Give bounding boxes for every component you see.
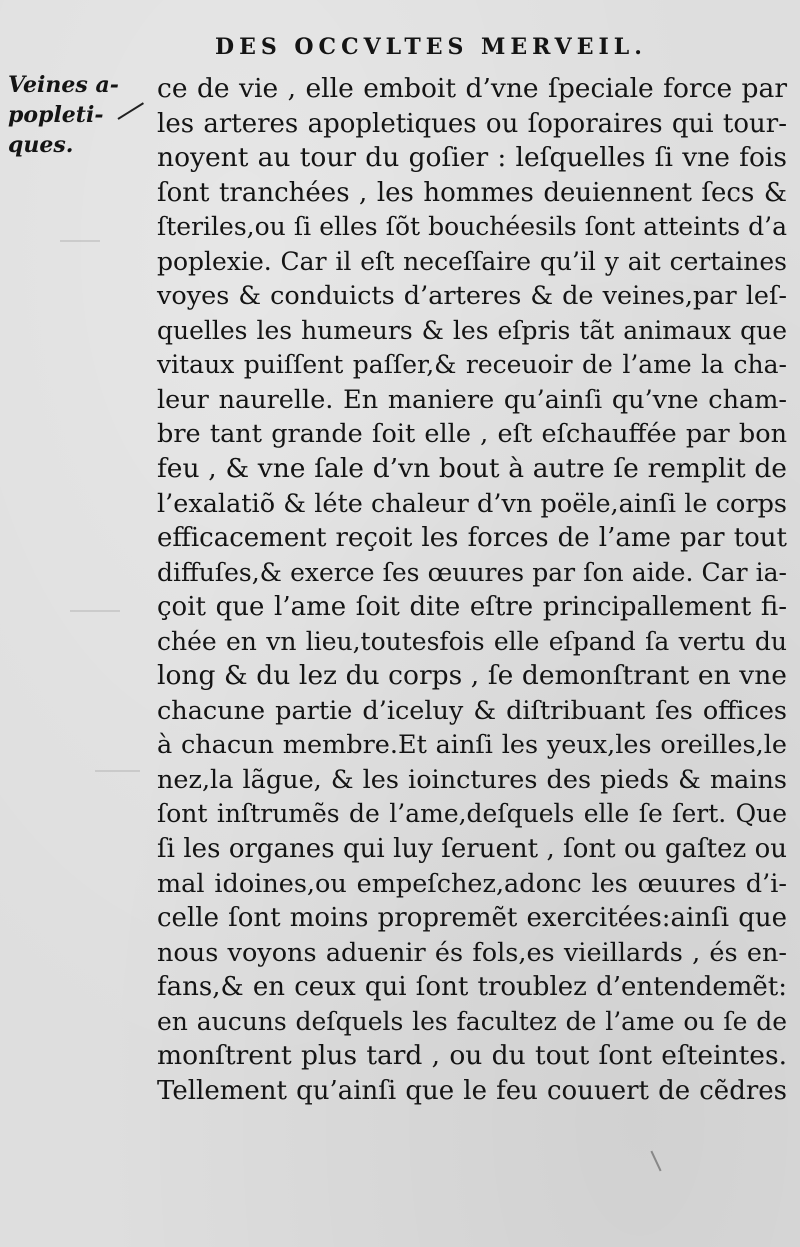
text-line: çoit que l’ame ſoit dite eſtre principallement fi- [157, 592, 787, 623]
text-line: efficacement reçoit les forces de l’ame par tout [157, 523, 787, 554]
text-line: mal idoines,ou empeſchez,adonc les œuures d’i- [157, 868, 787, 899]
text-line: noyent au tour du goſier : leſquelles ſi vne fois [157, 142, 787, 174]
text-line: long & du lez du corps , ſe demonſtrant en vne [157, 660, 787, 692]
text-line: quelles les humeurs & les eſpris tãt animaux que [157, 315, 787, 345]
text-line: ſi les organes qui luy ſeruent , ſont ou gaſtez ou [157, 834, 787, 865]
text-line: nous voyons aduenir és fols,es vieillards , és en- [157, 937, 787, 968]
text-line: bre tant grande ſoit elle , eſt eſchauffée par bon [157, 419, 787, 450]
running-head: DES OCCVLTES MERVEIL. [215, 34, 647, 60]
text-line: leur naurelle. En maniere qu’ainſi qu’vne cham- [157, 384, 787, 415]
text-line: à chacun membre.Et ainſi les yeux,les oreilles,le [157, 730, 787, 761]
margin-note-line: Veines a- [8, 72, 119, 98]
text-line: Tellement qu’ainſi que le feu couuert de cẽdres [157, 1075, 787, 1106]
body-text [157, 72, 787, 1108]
show-through-mark [70, 610, 120, 612]
text-line: celle ſont moins propremẽt exercitées:ainſi que [157, 903, 787, 934]
show-through-mark [60, 240, 100, 242]
text-line: voyes & conduicts d’arteres & de veines,par leſ- [157, 281, 787, 312]
text-line: nez,la lãgue, & les ioinctures des pieds & mains [157, 764, 787, 795]
text-line: chacune partie d’iceluy & diſtribuant ſes offices [157, 695, 787, 726]
margin-note [8, 70, 158, 160]
text-line: l’exalatiõ & léte chaleur d’vn poële,ainſi le corps [157, 488, 787, 519]
text-line: ſont inſtrumẽs de l’ame,deſquels elle ſe ſert. Que [157, 799, 787, 829]
text-line: diffuſes,& exerce ſes œuures par ſon aide. Car ia- [157, 557, 787, 587]
text-line: ſteriles,ou ſi elles ſõt bouchéesils ſont atteints d’a [157, 212, 787, 242]
stray-mark [650, 1151, 661, 1172]
text-line: monſtrent plus tard , ou du tout ſont eſteintes. [157, 1040, 787, 1072]
text-line: ſont tranchées , les hommes deuiennent ſecs & [157, 177, 787, 208]
text-line: feu , & vne ſale d’vn bout à autre ſe remplit de [157, 453, 787, 485]
text-line: chée en vn lieu,toutesfois elle eſpand ſa vertu du [157, 626, 787, 656]
margin-note-line: popleti- [8, 102, 104, 128]
text-line: fans,& en ceux qui ſont troublez d’entendemẽt: [157, 972, 787, 1003]
text-line: en aucuns deſquels les facultez de l’ame ou ſe de [157, 1006, 787, 1036]
text-line: poplexie. Car il eſt neceſſaire qu’il y ait certaines [157, 246, 787, 276]
show-through-mark [95, 770, 140, 772]
text-line: ce de vie , elle emboit d’vne ſpeciale force par [157, 73, 787, 104]
margin-note-line: ques. [8, 132, 74, 158]
text-line: vitaux puiſſent paſſer,& receuoir de l’ame la cha- [157, 350, 787, 380]
text-line: les arteres apopletiques ou ſoporaires qui tour- [157, 108, 787, 139]
